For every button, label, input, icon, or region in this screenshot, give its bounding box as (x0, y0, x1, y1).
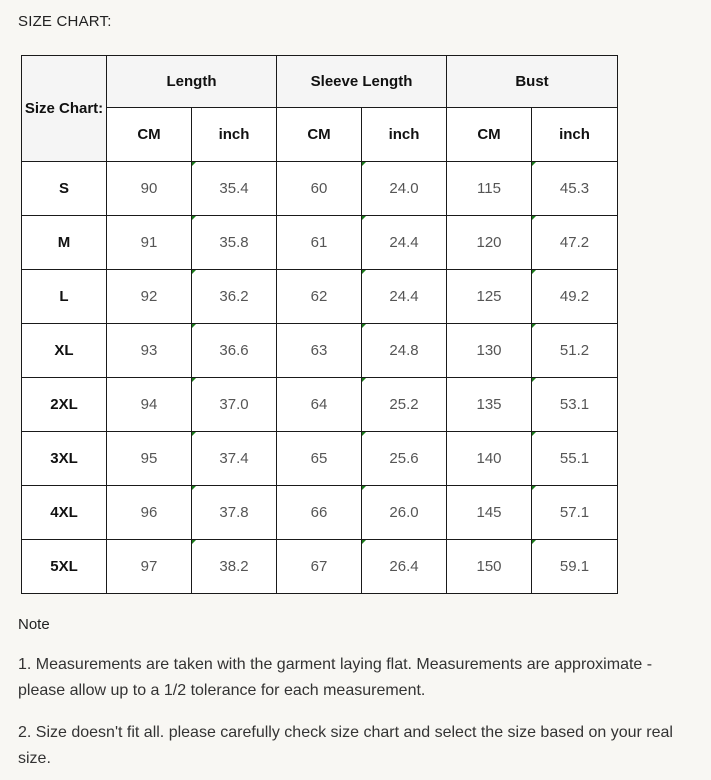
table-row (22, 486, 618, 540)
measurement-cell-length-cm: 92 (107, 270, 192, 324)
measurement-cell-length-inch: 35.4 (192, 162, 277, 216)
table-row (22, 270, 618, 324)
group-header-bust: Bust (447, 56, 618, 108)
note-title: Note (18, 616, 50, 633)
measurement-cell-bust-inch: 55.1 (532, 432, 618, 486)
measurement-cell-length-cm: 95 (107, 432, 192, 486)
measurement-cell-bust-inch: 49.2 (532, 270, 618, 324)
measurement-cell-sleeve-inch: 24.4 (362, 270, 447, 324)
size-label-cell: M (22, 216, 107, 270)
measurement-cell-bust-cm: 120 (447, 216, 532, 270)
group-header-sleeve-length: Sleeve Length (277, 56, 447, 108)
group-header-length: Length (107, 56, 277, 108)
unit-header-row (22, 108, 618, 162)
measurement-cell-sleeve-cm: 60 (277, 162, 362, 216)
measurement-cell-bust-inch: 45.3 (532, 162, 618, 216)
unit-header-sleeve-cm: CM (277, 108, 362, 162)
size-label-cell: 5XL (22, 540, 107, 594)
measurement-cell-sleeve-inch: 25.2 (362, 378, 447, 432)
measurement-cell-sleeve-inch: 25.6 (362, 432, 447, 486)
group-header-row (22, 56, 618, 108)
note-line-1: 1. Measurements are taken with the garment laying flat. Measurements are approximate - please allow up to a 1/2 tolerance for each measurement. (18, 656, 653, 699)
table-row (22, 162, 618, 216)
measurement-cell-sleeve-cm: 64 (277, 378, 362, 432)
table-row (22, 540, 618, 594)
measurement-cell-length-cm: 97 (107, 540, 192, 594)
measurement-cell-bust-cm: 140 (447, 432, 532, 486)
measurement-cell-sleeve-cm: 63 (277, 324, 362, 378)
size-label-cell: XL (22, 324, 107, 378)
measurement-cell-length-inch: 35.8 (192, 216, 277, 270)
size-label-cell: 2XL (22, 378, 107, 432)
size-chart-table (21, 55, 618, 594)
measurement-cell-bust-cm: 130 (447, 324, 532, 378)
size-chart-corner-label: Size Chart: (22, 56, 107, 162)
measurement-cell-length-inch: 36.6 (192, 324, 277, 378)
page-title: SIZE CHART: (18, 13, 112, 30)
table-row (22, 216, 618, 270)
measurement-cell-length-cm: 96 (107, 486, 192, 540)
measurement-cell-bust-inch: 47.2 (532, 216, 618, 270)
measurement-cell-bust-cm: 125 (447, 270, 532, 324)
size-label-cell: 3XL (22, 432, 107, 486)
unit-header-bust-cm: CM (447, 108, 532, 162)
size-label-cell: L (22, 270, 107, 324)
measurement-cell-sleeve-cm: 65 (277, 432, 362, 486)
measurement-cell-length-inch: 37.0 (192, 378, 277, 432)
measurement-cell-length-cm: 94 (107, 378, 192, 432)
measurement-cell-bust-inch: 53.1 (532, 378, 618, 432)
measurement-cell-bust-cm: 115 (447, 162, 532, 216)
measurement-cell-length-inch: 38.2 (192, 540, 277, 594)
measurement-cell-sleeve-cm: 62 (277, 270, 362, 324)
measurement-cell-length-cm: 93 (107, 324, 192, 378)
measurement-cell-sleeve-cm: 61 (277, 216, 362, 270)
measurement-cell-sleeve-inch: 24.8 (362, 324, 447, 378)
measurement-cell-sleeve-cm: 66 (277, 486, 362, 540)
measurement-cell-sleeve-cm: 67 (277, 540, 362, 594)
measurement-cell-length-cm: 91 (107, 216, 192, 270)
size-label-cell: S (22, 162, 107, 216)
measurement-cell-bust-inch: 57.1 (532, 486, 618, 540)
measurement-cell-bust-inch: 59.1 (532, 540, 618, 594)
table-row (22, 378, 618, 432)
table-row (22, 432, 618, 486)
table-row (22, 324, 618, 378)
measurement-cell-sleeve-inch: 24.0 (362, 162, 447, 216)
measurement-cell-sleeve-inch: 26.4 (362, 540, 447, 594)
unit-header-sleeve-inch: inch (362, 108, 447, 162)
measurement-cell-bust-inch: 51.2 (532, 324, 618, 378)
size-label-cell: 4XL (22, 486, 107, 540)
unit-header-bust-inch: inch (532, 108, 618, 162)
measurement-cell-length-inch: 37.8 (192, 486, 277, 540)
measurement-cell-length-inch: 36.2 (192, 270, 277, 324)
measurement-cell-sleeve-inch: 24.4 (362, 216, 447, 270)
unit-header-length-cm: CM (107, 108, 192, 162)
measurement-cell-bust-cm: 135 (447, 378, 532, 432)
measurement-cell-bust-cm: 145 (447, 486, 532, 540)
unit-header-length-inch: inch (192, 108, 277, 162)
measurement-cell-length-inch: 37.4 (192, 432, 277, 486)
note-line-2: 2. Size doesn't fit all. please carefully check size chart and select the size based on your real size. (18, 724, 673, 767)
measurement-cell-sleeve-inch: 26.0 (362, 486, 447, 540)
measurement-cell-length-cm: 90 (107, 162, 192, 216)
measurement-cell-bust-cm: 150 (447, 540, 532, 594)
